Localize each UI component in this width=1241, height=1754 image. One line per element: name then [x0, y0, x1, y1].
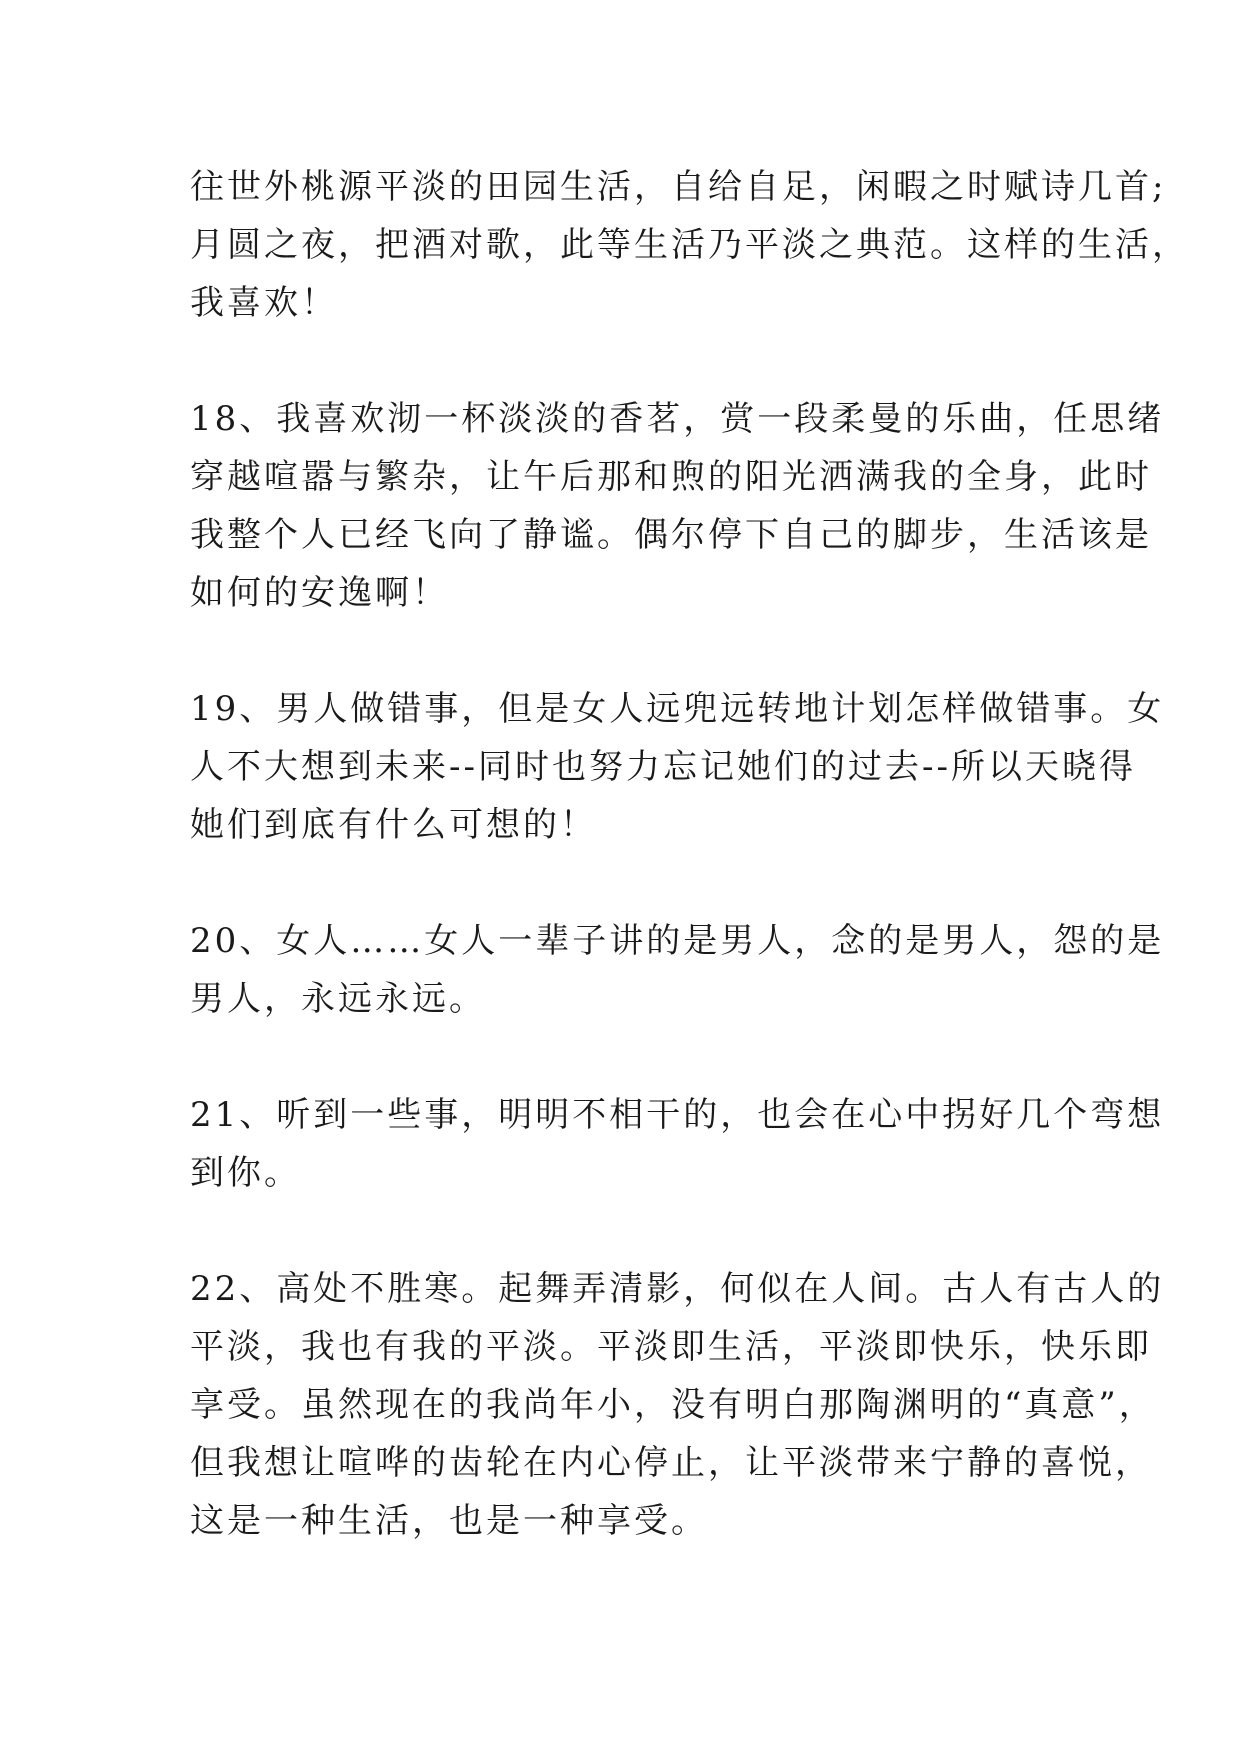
text-line: 我整个人已经飞向了静谧。偶尔停下自己的脚步，生活该是: [190, 515, 1152, 555]
paragraph-18: [190, 390, 1165, 622]
text-line: 如何的安逸啊！: [190, 573, 449, 613]
text-line: 我喜欢！: [190, 283, 338, 323]
paragraph-22: [190, 1260, 1165, 1550]
paragraph-19: [190, 680, 1165, 854]
paragraph-intro: [190, 158, 1189, 332]
document-body: [190, 158, 1189, 1550]
text-line: 22、高处不胜寒。起舞弄清影，何似在人间。古人有古人的: [190, 1269, 1165, 1309]
text-line: 男人，永远永远。: [190, 979, 486, 1019]
text-line: 这是一种生活，也是一种享受。: [190, 1501, 708, 1541]
text-line: 月圆之夜，把酒对歌，此等生活乃平淡之典范。这样的生活，: [190, 225, 1189, 265]
text-line: 20、女人……女人一辈子讲的是男人，念的是男人，怨的是: [190, 921, 1165, 961]
paragraph-20: [190, 912, 1165, 1028]
text-line: 到你。: [190, 1153, 301, 1193]
text-line: 人不大想到未来--同时也努力忘记她们的过去--所以天晓得: [190, 747, 1136, 787]
text-line: 往世外桃源平淡的田园生活，自给自足，闲暇之时赋诗几首;: [190, 167, 1167, 207]
text-line: 但我想让喧哗的齿轮在内心停止，让平淡带来宁静的喜悦，: [190, 1443, 1152, 1483]
text-line: 21、听到一些事，明明不相干的，也会在心中拐好几个弯想: [190, 1095, 1165, 1135]
text-line: 18、我喜欢沏一杯淡淡的香茗，赏一段柔曼的乐曲，任思绪: [190, 399, 1165, 439]
text-line: 穿越喧嚣与繁杂，让午后那和煦的阳光洒满我的全身，此时: [190, 457, 1152, 497]
text-line: 19、男人做错事，但是女人远兜远转地计划怎样做错事。女: [190, 689, 1165, 729]
paragraph-21: [190, 1086, 1165, 1202]
text-line: 享受。虽然现在的我尚年小，没有明白那陶渊明的“真意”，: [190, 1385, 1156, 1425]
text-line: 平淡，我也有我的平淡。平淡即生活，平淡即快乐，快乐即: [190, 1327, 1152, 1367]
text-line: 她们到底有什么可想的！: [190, 805, 597, 845]
